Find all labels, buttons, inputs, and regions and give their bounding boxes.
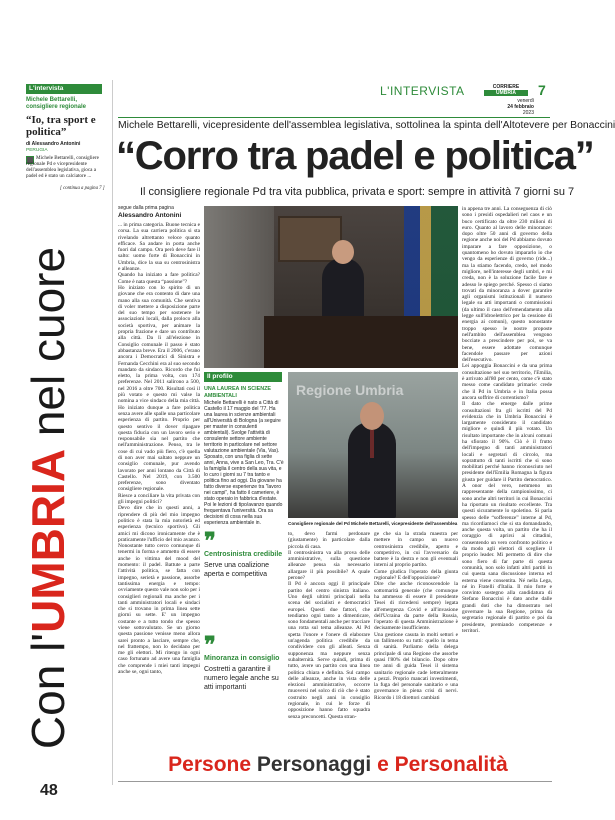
article-byline: Alessandro Antonini <box>118 212 182 219</box>
footer-part-3: e <box>377 753 389 776</box>
footer-part-1: Persone <box>168 753 252 776</box>
header-date-day: 24 febbraio <box>507 104 534 110</box>
sidebar-byline: di Alessandro Antonini <box>26 141 81 147</box>
header-masthead-logo <box>484 84 528 96</box>
header-year: 2023 <box>522 110 534 116</box>
header-weekday: venerdì <box>517 98 534 104</box>
pull-quote-1-text: Serve una coalizione aperta e competitiva <box>204 562 269 578</box>
vertical-title-suffix: nel cuore <box>22 246 74 449</box>
sidebar-continue[interactable]: [ continua a pagina 7 ] <box>60 186 105 191</box>
pull-quote-2-text: Costretti a garantire il numero legale anche su atti importanti <box>204 666 279 691</box>
footer-part-2: Personaggi <box>256 753 372 776</box>
photo-secondary <box>288 372 458 518</box>
photo-caption: Consigliere regionale del Pd Michele Bettarelli, vicepresidente dell'assemblea <box>288 521 458 526</box>
quote-mark-icon: ❞ <box>204 528 216 553</box>
vertical-section-title <box>18 218 78 778</box>
article-kicker: Michele Bettarelli, vicepresidente dell'assemblea legislativa, sottolinea la spinta dell'Altotevere per Bonaccini <box>118 120 615 131</box>
header-section: L'INTERVISTA <box>380 84 465 98</box>
photo-flag <box>404 206 458 316</box>
profile-heading: UNA LAUREA IN SCIENZE AMBIENTALI <box>204 386 271 399</box>
pull-quote-2-body <box>204 654 284 692</box>
sidebar-kicker: Michele Bettarelli, consigliere regionale <box>26 97 87 110</box>
sidebar-section-label: L'intervista <box>26 84 102 94</box>
sidebar-title: “Io, tra sport e politica” <box>26 114 96 138</box>
profile-text: Michele Bettarelli è nato a Città di Castello il 17 maggio del '77. Ha una laurea in scienze ambientali all'Università di Bologna (a seguire per master in consulenti ambientali). Svolge l'attività di consulente settore ambiente territorio in particolare nel settore valutazione ambientale (Via, Vas). Sposato, con una figlia di sette anni, Anna, vive a San Leo, Tra. C'è la famiglia il centro della sua vita, e lo curo i giorni su 7 tra tanto e politica fino ad oggi. Da giovane ha fatto diverse esperienze tra “lavoro nei campi”, ha fatto il cameriere, è stato operaio in fabbrica d'estate. Poi le lezioni di tipo/avanzo quando frequentava l'università. Ora sa decisioni di cosa nella sua esperienza ambientale in. <box>204 400 284 526</box>
header-date <box>494 98 534 116</box>
footer-rule <box>118 781 552 782</box>
photo2-tie <box>370 430 374 458</box>
vertical-title-highlight: UMBRIA <box>22 448 74 633</box>
pull-quote-1-body <box>204 550 284 579</box>
photo-wall-sign: Regione Umbria <box>296 382 404 398</box>
pull-quote-1 <box>204 528 284 579</box>
article-subhead: Il consigliere regionale Pd tra vita pubblica, privata e sport: sempre in attività 7 giorni su 7 <box>140 186 575 198</box>
photo2-person-head <box>360 402 384 430</box>
profile-label: Il profilo <box>204 372 282 382</box>
photo-person <box>322 258 364 322</box>
continued-from: segue dalla prima pagina <box>118 205 174 211</box>
masthead-bottom: UMBRIA <box>484 90 528 96</box>
photo-person-head <box>332 240 354 264</box>
sidebar-divider <box>112 80 113 785</box>
header-page-number: 7 <box>538 82 546 98</box>
pull-quote-1-title: Centrosinistra credibile <box>204 551 283 558</box>
sidebar-teaser: Michele Bettarelli, consigliere regionale Pd e vicepresidente dell'assemblea legislativa, gioca a padel ed è stato un calciatore ... <box>26 155 99 179</box>
footer-banner <box>118 752 558 778</box>
pull-quote-2 <box>204 632 284 692</box>
pull-quote-2-title: Minoranza in consiglio <box>204 655 280 662</box>
left-page-number: 48 <box>40 782 58 799</box>
article-column-4: in appena tre anni. La conseguenza di ciò sono i presidi ospedalieri nel caos e un buco certificato da oltre 230 milioni di euro. Quanto al lavoro delle minoranze: dopo oltre 50 anni di governo della regione anche noi del Pd abbiamo dovuto imparare a fare opposizione, o quantomeno ho dovuto impararlo io che vengo da esperienze di governo (ride...) ma la stiamo facendo, credo, nel modo migliore, nell'interesse degli umbri, e mi creda, non è la soluzione facile fare e adesso le spiego perché. Spesso ci siamo trovati da minoranza a dover garantire agli organismi istituzionali il numero legale su atti importanti o commissioni (da ultimo il caso dell'emendamento alla legge sull'idroelettrico per la cessione di energia ai comuni), questo nonostante troppo spesso le nostre proposte nell'ambito dell'assemblea vengono bocciate a prescindere per poi, se va bene, essere adottate comunque facendole passare per azioni dell'esecutivo. Lei appoggia Bonaccini e da una prima consultazione nel suo territorio, l'Emilia, è arrivato all'80 per cento, come c'è stato messo come candidato primarie: crede che il Pd in Umbria e in Italia possa ancora soffrire di correntismo? Il dato che emerge dalle prime consultazioni fra gli iscritti del Pd evidenzia che in Umbria Bonaccini è largamente considerato il candidato migliore e quindi il più votato. Un risultato importante che in alcuni comuni ha sfiorato il 90%. Ciò è il frutto dell'impegno di tanti amministratori locali e segretari di circolo, ma soprattutto di tanti iscritti che si sono mobilitati perché hanno riconosciuto nel presidente dell'Emilia Romagna la figura giusta per guidare il Partito democratico. A onor del vero, nemmeno un rappresentante della campionissimo, ci sono anche altri territori in cui Bonaccini ha riportato un risultato eccellente. Tra questi sicuramente lo spoletino. Si parla spesso delle “sofferenze” interne al Pd, ma ricordiamoci che si sta domandando, anche questa volta, un partito che ha il coraggio di aprirsi ai cittadini, consentendo un vero confronto politico e da modo agli elettori di scegliere il proprio leader. Mi permetto di dire che sono fiero di far parte di questa comunità, non solo infatti altri partiti in cui questa sana discussione interna ed esterna viene consentita. Né nella Lega, né in Fratelli d'Italia. Il mio forte e convinto sostegno alla candidatura di Stefano Bonaccini è dato anche dalle grandi doti che ha dimostrato nel governare la sua Regione, prima da segretario regionale di partito e poi da presidente, premiando competenze e territori. <box>462 206 552 634</box>
article-column-2: to, devo farmi perdonare (giustamente) in particolare dalla piccola di casa. Il centrosinistra va alla prova delle amministrative, sulla questione alleanze pensa sia necessario allargare il più possibile? A quale perone? Il Pd è ancora oggi il principale partito del centro sinistra italiano. Uno degli ultimi principali nella scena del socialisti e democratici europei. Questi due fattori, che tendiamo ogni tanto a dimenticare, sono fondamentali anche per tracciare una rotta sul tema alleanze. Al Pd spetta l'onore e l'onere di elaborare un'agenda politica credibile da condividere con gli alleati. Senza supponenza ma neppure senza subalternità. Serve quindi, prima di tutto, avere un partito con una linea politica chiara e definita. Sul campo delle alleanze, anche in vista delle elezioni amministrative, occorre muoversi nel solco di ciò che è stato costruito negli anni in consiglio regionale, in cui le forze di opposizione hanno fatto squadra senza preconcetti. Questa stran- <box>288 531 371 720</box>
sidebar <box>0 0 112 820</box>
article-column-1: ... in prima categoria. Buone tecnica e corsa. La sua carriera politica si sta rivelando altrettanto veloce quanto efficace. Sa andare in porta anche fuori dal campo. Ora però deve fare il salto: uomo forte di Bonaccini in Umbria, dice la sua su centrosinistra e alleanze. Quando ha iniziato a fare politica? Come è nata questa “passione”? Ho iniziato con lo spirito di un giovane che era contento di dare una mano alla sua comunità. Che sentiva di voler mettere a disposizione parte del suo tempo per sostenere le associazioni locali, dalla proloco alla società sportiva, per animare la propria frazione e dare un contributo alla città. Da lì all'elezione in Consiglio comunale il passo è stato abbastanza breve. Era il 2006, c'erano ancora i Democratici di Sinistra e Fernanda Cecchini era al suo secondo mandato da sindaco. Ricordo che fui eletto, la prima volta, con 174 preferenze. Nel 2011 salirono a 500, nel 2016 a oltre 700. Risultati così il più votato e questo mi valse la nomina a vice sindaco della mia città. Ho iniziato dunque a fare politica senza avere alle spalle una particolare esperienza di partito. Proprio per questo sentivo il dover ripagare questa fiducia con un lavoro serio e responsabile sia nel partito che nell'amministrazione. Penso, tra le cose di cui vado più fiero, c'è quella di non aver mai saltato neppure un consiglio comunale, pur avendo lavorato per anni lontano da Città di Castello. Nel 2019, con 3.500 preferenze, sono diventato consigliere regionale. Riesce a conciliare la vita privata con gli impegni politici? Devo dire che in questi anni, a riprendere di più del mio impegno politico è stata la mia notorietà ed esperienza (tecnico sportivo). Gli amici mi dicono ironicamente che è praticamente l'ufficio del mio avanzo. Nonostante tutto cerco comunque di tenermi in forma e ammetto di essere anche io vittima del mood del momento: il padel. Battute a parte l'attività politica, se fatta con impegno, serietà e passione, assorbe tantissima energia e tempo: ovviamente questo vale non solo per i consiglieri regionali ma anche per i tanti amministratori locali e sindaci che si trovano in prima linea sette giorni su sette. E' un impegno costante e a tutto tondo che spesso viene sottovalutato. Se un giorno questa passione venisse meno allora sarei pronto a lasciare, sempre che, nel frattempo, non lo decidano per me gli elettori. Mi ritengo in ogni caso fortunato ad avere una famiglia che comprende i miei tanti impegni anche se, ogni tanto, <box>118 222 200 676</box>
sidebar-category: PERUGIA <box>26 148 48 153</box>
photo-main <box>204 206 458 368</box>
article-headline: “Corro tra padel e politica” <box>116 134 594 178</box>
masthead-top: CORRIERE <box>492 84 520 90</box>
photo-desk <box>264 316 458 368</box>
vertical-title-prefix: Con l' <box>22 632 74 750</box>
footer-part-4: Personalità <box>394 753 508 776</box>
header-rule <box>118 117 550 118</box>
quote-mark-icon: ❞ <box>204 632 216 657</box>
article-column-3: ge che sia la strada maestra per mettere in campo un nuovo centrosinistra credibile, aperto e competitivo, in cui l'avversario da battere è la destra e non gli eventuali interni al proprio partito. Come giudica l'operato della giunta regionale? E dell'opposizione? Dire che anche riconoscendole la sottomarità generale (che comunque ha ammesso di essere il presidente Tesei di ricredersi sempre) legata all'emergenza Covid e all'invasione dell'Ucraina da parte della Russia, l'operato di questa Amministrazione è decisamente insufficiente. Una gestione casuta in molti settori e un fallimento su tutti: quello in tema di sanità. Parliamo della delega principale di una Regione che assorbe quasi l'80% del bilancio. Dopo oltre tre anni di guida Tesei il sistema sanitario regionale cade letteralmente a pezzi. Proprio mancati investimenti, la fuga del personale sanitario e una governance in piena crisi di nervi. Ricordo i 18 direttori cambiati <box>374 531 458 701</box>
